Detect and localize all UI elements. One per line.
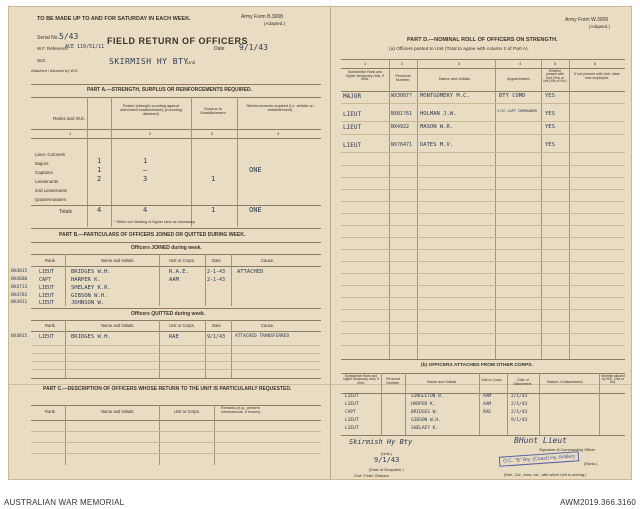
part-a-bottom-rule xyxy=(31,228,321,229)
att-4-rank: LIEUT xyxy=(345,426,359,431)
d-num-4: 4 xyxy=(519,61,522,66)
part-c-vrule-1 xyxy=(65,405,66,465)
unit-stamp-text: O.C. "B" Bty. (Coast) Hy. Artillery xyxy=(502,453,576,465)
d-vrule-4 xyxy=(541,59,542,359)
quitted-h-cause: Cause. xyxy=(261,323,275,328)
part-a-footnote: * Strike out heading of higher rank as necessary. xyxy=(114,220,196,224)
joined-1-date: 2-1-43 xyxy=(207,277,226,283)
footer-accession: AWM2019.366.3160 xyxy=(560,498,636,507)
a-we-captains: 1 xyxy=(97,166,102,174)
date-value: 9/1/43 xyxy=(239,43,268,52)
roll-line xyxy=(341,249,625,250)
a-posted-majors: 1 xyxy=(143,157,148,165)
d-h-number: Personal Number. xyxy=(395,74,411,82)
unit-label: Unit xyxy=(187,60,196,65)
a-we-majors: 1 xyxy=(97,157,102,165)
roll-line xyxy=(341,134,625,135)
att-2-date: 2/1/43 xyxy=(511,410,528,415)
att-3-name: GIBSON W.H. xyxy=(411,418,441,423)
joined-2-name: SHELAEY K.R. xyxy=(71,285,111,291)
part-a-col-reinf: Reinforcements required (i.e. deficits on establishment) xyxy=(246,104,314,112)
att-vrule-2 xyxy=(405,373,406,435)
part-c-header-rule xyxy=(31,405,321,406)
quitted-line xyxy=(31,353,321,354)
wf-reference-value: ACE 110/51/11 xyxy=(65,44,105,50)
att-3-date: 9/1/43 xyxy=(511,418,528,423)
joined-3-no: NX4781 xyxy=(11,293,28,298)
joined-0-date: 2-1-43 xyxy=(207,269,226,275)
attached-bottom-rule xyxy=(341,435,625,436)
roll-line xyxy=(341,333,625,334)
att-1-name: HARPER K. xyxy=(411,402,436,407)
att-h-nature: Nature of attachment. xyxy=(547,380,584,384)
att-h-name: Name and Initials. xyxy=(427,380,458,384)
part-a-totals-rule xyxy=(31,205,321,206)
part-a-vrule-4 xyxy=(237,97,238,227)
joined-4-name: JOHNSON W. xyxy=(71,300,105,306)
roll-2-present: YES xyxy=(545,124,555,130)
roll-2-name: MASON W.R. xyxy=(420,124,454,130)
part-a-col-posted: Posted (strength counting against authorised establishment) (excluding attached) xyxy=(120,104,182,116)
part-a-num-4: 4 xyxy=(277,131,280,136)
unit-signature: Skirmish Hy Bty xyxy=(349,438,413,446)
att-h-number: Personal Number. xyxy=(386,377,400,385)
rank-label: (Rank.) xyxy=(584,461,598,466)
a-posted-lieutenants: 3 xyxy=(143,175,148,183)
part-d-subtitle: (a) Officers posted to Unit (Total to agree with column 2 of Part A). xyxy=(389,47,529,52)
part-a-vrule-1 xyxy=(87,97,88,227)
part-b-bottom-rule xyxy=(31,378,321,379)
totals-label: Totals xyxy=(59,209,73,215)
d-num-5: 5 xyxy=(554,61,557,66)
joined-h-unit: Unit or Corps. xyxy=(169,258,195,263)
rank-lieut-colonels: Lieut.-Colonels xyxy=(35,152,66,157)
quitted-0-rank: LIEUT xyxy=(39,334,55,340)
quitted-0-cause: ATTACHED TRANSFERRED xyxy=(235,334,290,339)
total-reinf: ONE xyxy=(249,206,262,214)
part-b-top-rule xyxy=(31,242,321,243)
army-form-right-sub: (Adapted.) xyxy=(589,24,611,29)
left-heading: TO BE MADE UP TO AND FOR SATURDAY IN EACH WEEK. xyxy=(37,16,191,22)
joined-3-rank: LIEUT xyxy=(39,293,55,299)
att-h-unit: Unit or Corps. xyxy=(481,378,503,382)
roll-line xyxy=(341,213,625,214)
roll-line xyxy=(341,152,625,153)
joined-1-unit: AAM xyxy=(169,277,179,283)
d-num-1: 1 xyxy=(364,61,367,66)
roll-3-number: NX?6471 xyxy=(391,142,413,148)
part-a-col-surplus: Surplus to Establishment xyxy=(200,106,226,115)
unit-signature-label: (Unit.) xyxy=(381,451,392,456)
commander-signature: BHunt Lieut xyxy=(514,436,567,445)
total-posted: 4 xyxy=(143,206,148,214)
joined-h-name: Name and Initials. xyxy=(101,258,135,263)
part-c-vrule-3 xyxy=(214,405,215,465)
roll-line xyxy=(341,297,625,298)
d-vrule-2 xyxy=(417,59,418,359)
att-2-name: BRIDGES W. xyxy=(411,410,439,415)
roll-line xyxy=(341,121,625,122)
quitted-0-no: NX4815 xyxy=(11,334,28,339)
unit-stamp xyxy=(499,451,580,467)
roll-2-number: NX4922 xyxy=(391,124,410,130)
att-0-rank: LIEUT xyxy=(345,394,359,399)
part-a-body-rule xyxy=(31,138,321,139)
a-we-lieutenants: 2 xyxy=(97,175,102,183)
quitted-title: Officers QUITTED during week. xyxy=(131,311,206,317)
roll-line xyxy=(341,309,625,310)
part-a-vrule-2 xyxy=(111,97,112,227)
joined-header-rule xyxy=(31,254,321,255)
joined-1-rank: CAPT xyxy=(39,277,52,283)
part-a-title: PART A.—STRENGTH, SURPLUS OR REINFORCEMENTS REQUIRED. xyxy=(87,87,253,93)
quitted-h-name: Name and Initials. xyxy=(101,323,135,328)
army-form-left-sub: (Adapted.) xyxy=(264,21,286,26)
roll-1-rank: LIEUT xyxy=(343,111,362,118)
part-b-title: PART B.—PARTICULARS OF OFFICERS JOINED OR QUITTED DURING WEEK. xyxy=(59,232,246,238)
footer-credit: AUSTRALIAN WAR MEMORIAL xyxy=(4,498,125,507)
att-2-unit: RAE xyxy=(483,410,492,415)
quitted-line xyxy=(31,345,321,346)
part-c-body-rule xyxy=(31,420,321,421)
roll-0-name: MONTGOMERY M.C. xyxy=(420,93,470,99)
quitted-line xyxy=(31,361,321,362)
joined-2-rank: LIEUT xyxy=(39,285,55,291)
att-0-date: 2/1/43 xyxy=(511,394,528,399)
att-1-unit: AAM xyxy=(483,402,492,407)
att-3-rank: LIEUT xyxy=(345,418,359,423)
d-num-3: 3 xyxy=(458,61,461,66)
roll-0-number: WX3007? xyxy=(391,93,413,99)
part-c-h-rank: Rank. xyxy=(45,409,56,414)
d-h-rank: Substantive Rank and higher temporary rank, if held. xyxy=(346,70,384,81)
part-a-header-rule xyxy=(31,97,321,98)
quitted-0-name: BRIDGES W.H. xyxy=(71,334,111,340)
roll-line xyxy=(341,273,625,274)
part-c-title: PART C.—DESCRIPTION OF OFFICERS WHOSE RETURN TO THE UNIT IS PARTICULARLY REQUESTED. xyxy=(43,386,292,392)
serial-label: Serial No. xyxy=(37,35,59,41)
rank-majors: Majors xyxy=(35,161,49,166)
part-a-num-1: 1 xyxy=(69,131,72,136)
joined-1-name: HARPER K. xyxy=(71,277,101,283)
roll-line xyxy=(341,177,625,178)
d-h-name: Name and Initials. xyxy=(439,76,472,81)
att-vrule-5 xyxy=(539,373,540,435)
roll-0-present: YES xyxy=(545,93,555,99)
wf-reference-label: W.F. Reference xyxy=(37,46,68,51)
quitted-body-rule xyxy=(31,331,321,332)
part-a-col-ranks: Ranks and W.E. xyxy=(53,116,86,121)
roll-line xyxy=(341,103,625,104)
army-form-right: Army Form W.3009 xyxy=(565,17,609,23)
quitted-header-rule xyxy=(31,320,321,321)
d-num-6: 6 xyxy=(594,61,597,66)
joined-vrule-4 xyxy=(231,254,232,306)
roll-1-appt: 2/IC CAPT COMMANDER xyxy=(497,109,538,113)
roll-1-present: YES xyxy=(545,111,555,117)
d-vrule-1 xyxy=(389,59,390,359)
roll-line xyxy=(341,225,625,226)
d-num-2: 2 xyxy=(401,61,404,66)
part-a-num-3: 3 xyxy=(211,131,214,136)
att-vrule-4 xyxy=(507,373,508,435)
part-c-h-unit: Unit or Corps. xyxy=(174,409,200,414)
part-a-subheader-rule xyxy=(31,129,321,130)
joined-title: Officers JOINED during week. xyxy=(131,245,202,251)
roll-0-rank: MAJOR xyxy=(343,93,362,100)
part-a-top-rule xyxy=(31,84,321,85)
part-d-num-rule xyxy=(341,68,625,69)
joined-0-unit: R.A.E. xyxy=(169,269,189,275)
roll-1-name: HOLMAN J.W. xyxy=(420,111,457,117)
att-2-rank: CAPT xyxy=(345,410,356,415)
a-reinf-captains: ONE xyxy=(249,166,262,174)
part-d-top-rule xyxy=(341,59,625,60)
att-h-allowed: Whether allowed by W.E. (Yes or No). xyxy=(601,374,625,385)
joined-1-no: NX4680 xyxy=(11,277,28,282)
roll-line xyxy=(341,285,625,286)
roll-3-rank: LIEUT xyxy=(343,142,362,149)
att-0-unit: AAM xyxy=(483,394,492,399)
dispatch-date: 9/1/43 xyxy=(374,456,400,464)
roll-line xyxy=(341,165,625,166)
part-c-line xyxy=(31,431,321,432)
rank-quartermasters: Quartermasters xyxy=(35,197,67,202)
joined-0-rank: LIEUT xyxy=(39,269,55,275)
unit-value: SKIRMISH HY BTY xyxy=(109,57,189,66)
quitted-0-date: 9/1/43 xyxy=(207,334,226,340)
roll-line xyxy=(341,345,625,346)
att-1-rank: LIEUT xyxy=(345,402,359,407)
center-fold xyxy=(330,7,331,479)
quitted-0-unit: RAE xyxy=(169,334,179,340)
quitted-h-unit: Unit or Corps. xyxy=(169,323,195,328)
att-1-date: 2/1/43 xyxy=(511,402,528,407)
d-h-employed: If not present with Unit, state how employed. xyxy=(574,72,620,80)
roll-line xyxy=(341,321,625,322)
part-a-vrule-3 xyxy=(191,97,192,227)
quitted-h-rank: Rank. xyxy=(45,323,56,328)
d-h-appt: Appointment. xyxy=(507,76,531,81)
roll-2-rank: LIEUT xyxy=(343,124,362,131)
part-d-header-rule xyxy=(341,91,625,92)
joined-h-date: Date xyxy=(212,258,221,263)
quitted-top-rule xyxy=(31,308,321,309)
rank-captains: Captains xyxy=(35,170,53,175)
part-d-title: PART D.—NOMINAL ROLL OF OFFICERS ON STRENGTH. xyxy=(407,37,558,43)
printer-note: Govt. Printer, Brisbane. xyxy=(354,474,391,478)
att-4-name: SHELAEY K. xyxy=(411,426,439,431)
att-h-date: Date of Attachment. xyxy=(513,378,533,386)
d-h-present: Whether present with Unit (Yes) or Not (Yes or No.) xyxy=(543,69,567,83)
roll-line xyxy=(341,201,625,202)
joined-0-no: NX4815 xyxy=(11,269,28,274)
a-posted-captains: — xyxy=(143,166,148,174)
roll-line xyxy=(341,237,625,238)
bde-label: (Bde., Div., Area, etc., with which Unit is serving.) xyxy=(504,473,587,477)
joined-vrule-3 xyxy=(205,254,206,306)
rank-2nd-lieutenants: 2nd Lieutenants xyxy=(35,188,68,193)
part-c-vrule-2 xyxy=(159,405,160,465)
att-vrule-6 xyxy=(599,373,600,435)
rank-lieutenants: Lieutenants xyxy=(35,179,59,184)
document-sheet xyxy=(8,6,632,480)
roll-1-number: NX81?61 xyxy=(391,111,413,117)
form-title: FIELD RETURN OF OFFICERS xyxy=(107,36,248,46)
roll-3-present: YES xyxy=(545,142,555,148)
total-we: 4 xyxy=(97,206,102,214)
roll-0-appt: BTY COMD xyxy=(499,93,526,99)
att-vrule-1 xyxy=(381,373,382,435)
att-vrule-3 xyxy=(479,373,480,435)
joined-body-rule xyxy=(31,266,321,267)
part-c-h-name: Name and Initials. xyxy=(101,409,135,414)
attached-label: Attached / Allowed by W.E. xyxy=(31,68,79,73)
d-vrule-3 xyxy=(495,59,496,359)
horizontal-fold xyxy=(9,384,631,385)
signature-label: Signature of Commanding Officer xyxy=(539,448,596,452)
dispatch-date-label: (Date of Despatch.) xyxy=(369,467,404,472)
serial-value: 5/43 xyxy=(59,32,79,41)
joined-vrule-2 xyxy=(159,254,160,306)
joined-vrule-1 xyxy=(65,254,66,306)
ws-label: W.E. xyxy=(37,58,47,63)
joined-4-rank: LIEUT xyxy=(39,300,55,306)
attached-header-top-rule xyxy=(341,373,625,374)
part-a-num-2: 2 xyxy=(149,131,152,136)
att-h-rank: Substantive Rank and higher temporary rank, if held. xyxy=(343,374,379,385)
total-surplus: 1 xyxy=(211,206,216,214)
joined-0-name: BRIDGES W.H. xyxy=(71,269,111,275)
part-c-line xyxy=(31,442,321,443)
quitted-line xyxy=(31,369,321,370)
joined-h-rank: Rank. xyxy=(45,258,56,263)
roll-3-name: DATES M.V. xyxy=(420,142,454,148)
army-form-left: Army Form B.3008 xyxy=(241,14,283,20)
part-c-h-remarks: Remarks (e.g., present whereabouts, if known). xyxy=(221,406,262,414)
quitted-h-date: Date xyxy=(212,323,221,328)
joined-h-cause: Cause. xyxy=(261,258,275,263)
date-label: Date xyxy=(214,46,225,52)
joined-0-cause: ATTACHED xyxy=(237,269,264,275)
joined-4-no: NX4911 xyxy=(11,300,28,305)
a-surplus-lieutenants: 1 xyxy=(211,175,216,183)
joined-2-no: NX4713 xyxy=(11,285,28,290)
att-0-name: SINGLETON B. xyxy=(411,394,444,399)
attached-title: (b) OFFICERS ATTACHED FROM OTHER CORPS. xyxy=(421,363,533,368)
d-vrule-5 xyxy=(569,59,570,359)
roll-line xyxy=(341,261,625,262)
part-c-line xyxy=(31,453,321,454)
roll-line xyxy=(341,189,625,190)
joined-3-name: GIBSON W.H. xyxy=(71,293,108,299)
part-d-a-bottom-rule xyxy=(341,359,625,360)
